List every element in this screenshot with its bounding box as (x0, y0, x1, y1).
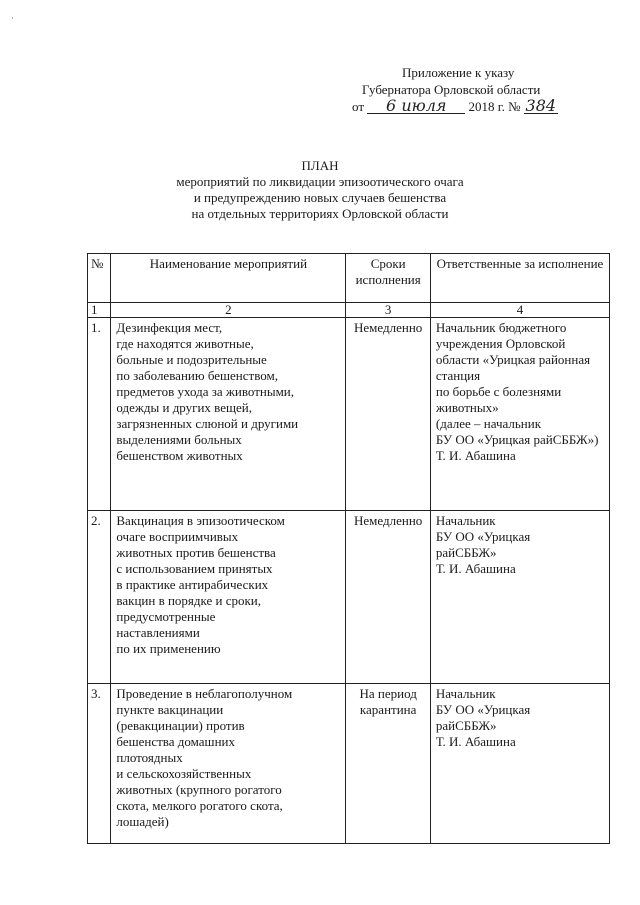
table-row (88, 684, 610, 844)
table-header-row (88, 254, 610, 303)
measure-term: Немедленно (346, 511, 430, 684)
measure-term: Немедленно (346, 318, 430, 511)
header-name: Наименование мероприятий (111, 254, 346, 303)
appendix-date-line (352, 98, 612, 115)
column-number: 4 (430, 303, 609, 318)
handwritten-number: 384 (525, 96, 557, 115)
date-suffix: 2018 г. № (468, 99, 521, 114)
row-number: 2. (88, 511, 111, 684)
column-number: 3 (346, 303, 430, 318)
row-number: 3. (88, 684, 111, 844)
document-title (0, 158, 640, 222)
title-line-2: и предупреждению новых случаев бешенства (193, 190, 447, 205)
measure-term: На период карантина (346, 684, 430, 844)
appendix-line-2: Губернатора Орловской области (362, 82, 541, 97)
table-row (88, 511, 610, 684)
measure-name: Проведение в неблагополучном пункте вакцинации (ревакцинации) против бешенства домашних плотоядных и сельскохозяйственных животных (крупного рогатого скота, мелкого рогатого скота, лошадей) (111, 684, 346, 844)
column-number-row (88, 303, 610, 318)
handwritten-date: 6 июля (367, 98, 465, 114)
measure-name: Вакцинация в эпизоотическом очаге восприимчивых животных против бешенства с использованием принятых в практике антирабических вакцин в порядке и сроки, предусмотренные наставлениями по их применению (111, 511, 346, 684)
table-row (88, 318, 610, 511)
measure-name: Дезинфекция мест, где находятся животные, больные и подозрительные по заболеванию бешенством, предметов ухода за животными, одежды и других вещей, загрязненных слюной и другими выделениями больных бешенством животных (111, 318, 346, 511)
date-prefix: от (352, 99, 365, 114)
measure-responsible: Начальник БУ ОО «Урицкая райСББЖ» Т. И. Абашина (430, 684, 609, 844)
column-number: 1 (88, 303, 111, 318)
measure-responsible: Начальник бюджетного учреждения Орловской области «Урицкая районная станция по борьбе с болезнями животных» (далее – начальник БУ ОО «Урицкая райСББЖ») Т. И. Абашина (430, 318, 609, 511)
header-term: Сроки исполнения (346, 254, 430, 303)
header-number: № (88, 254, 111, 303)
title-line-1: мероприятий по ликвидации эпизоотического очага (176, 174, 464, 189)
header-responsible: Ответственные за исполнение (430, 254, 609, 303)
appendix-line-1: Приложение к указу (402, 65, 515, 80)
row-number: 1. (88, 318, 111, 511)
title-heading: ПЛАН (301, 158, 339, 173)
measures-table (87, 253, 610, 844)
appendix-block (352, 64, 612, 115)
margin-mark: · (11, 13, 14, 23)
measure-responsible: Начальник БУ ОО «Урицкая райСББЖ» Т. И. Абашина (430, 511, 609, 684)
title-line-3: на отдельных территориях Орловской области (191, 206, 449, 221)
column-number: 2 (111, 303, 346, 318)
